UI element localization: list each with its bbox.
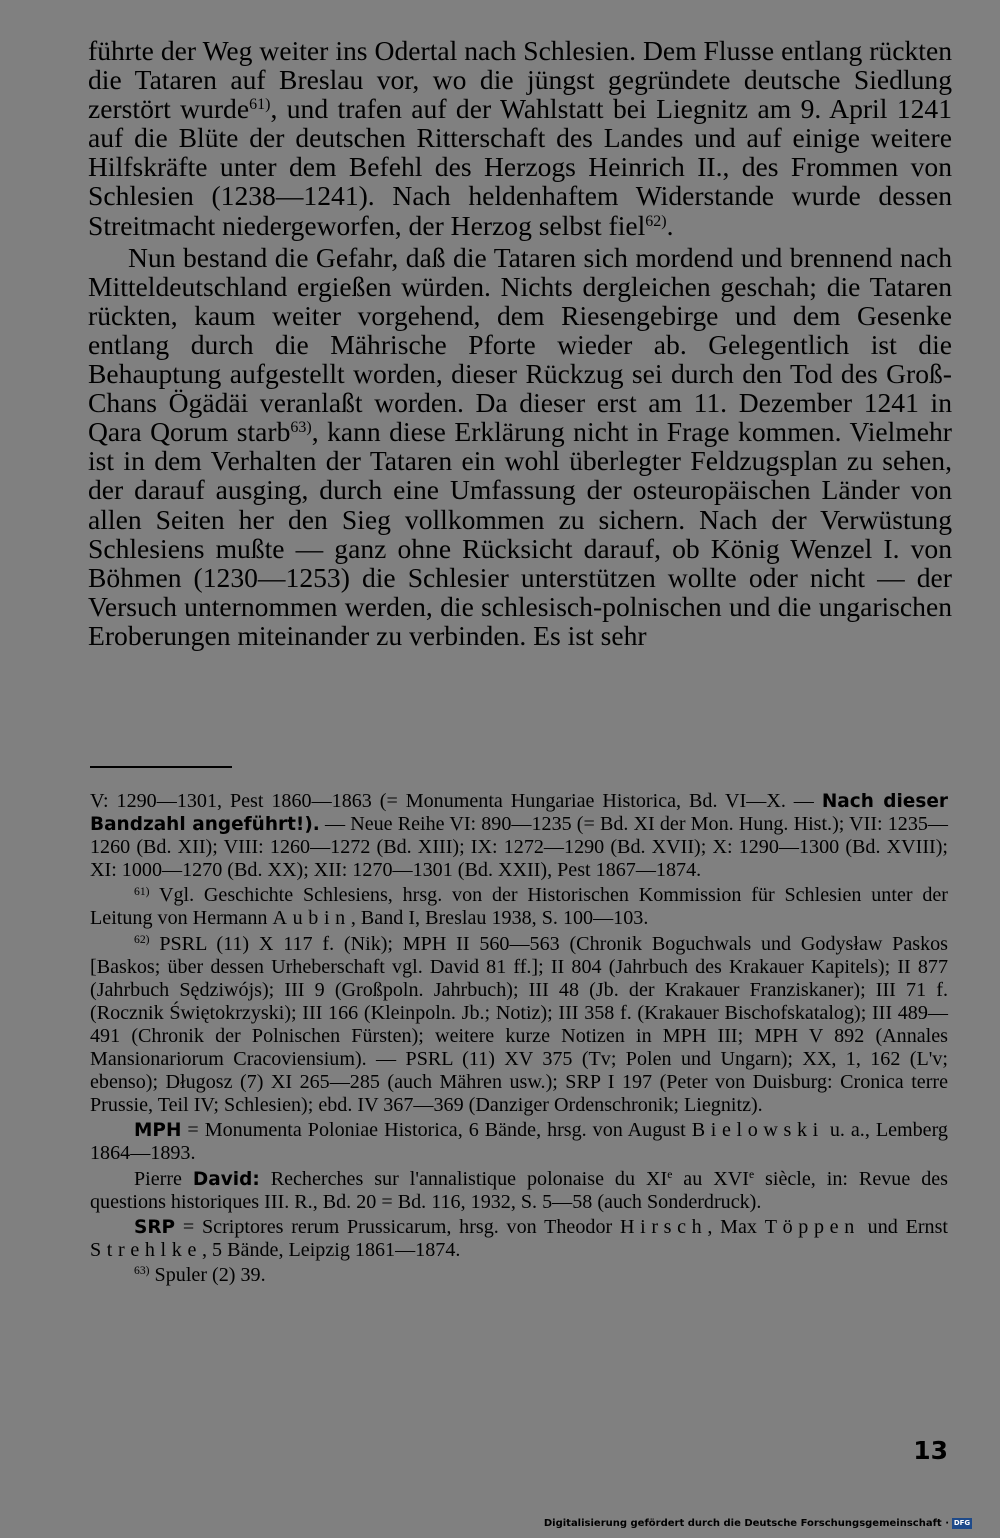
footnote-ref-63: 63) [290,419,312,437]
dfg-logo-icon: DFG [953,1519,971,1527]
paragraph-2: Nun bestand die Gefahr, daß die Tataren sich mordend und brennend nach Mitteldeutschland ergießen würden. Nichts dergleichen geschah; die Tataren rückten, kaum weiter vorgehend, dem Riesengebirge und dem Gesenke entlang durch die Mährische Pforte wieder ab. Gelegentlich ist die Behauptung aufgestellt worden, dieser Rückzug sei durch den Tod des Groß-Chans Ögädäi veranlaßt worden. Da dieser erst am 11. Dezember 1241 in Qara Qorum starb$^{63)}$, kann diese Erklärung nicht in Frage kommen. Vielmehr ist in dem Verhalten der Tataren ein wohl überlegter Feldzugsplan zu sehen, der darauf ausging, durch eine Umfassung der osteuropäischen Länder von allen Seiten her den Sieg vollkommen zu sichern. Nach der Verwüstung Schlesiens mußte — ganz ohne Rücksicht darauf, ob König Wenzel I. von Böhmen (1230—1253) die Schlesier unterstützen wollte oder nicht — der Versuch unternommen werden, die schlesisch-polnischen und die ungarischen Eroberungen miteinander zu verbinden. Es ist sehr [88,241,952,651]
digitization-credit [544,1518,972,1529]
footnote-ref-61: 61) [249,96,271,114]
digitization-credit-text: Digitalisierung gefördert durch die Deutsche Forschungsgemeinschaft · [543,1518,949,1529]
footnote-ref-62: 62) [645,212,667,230]
footnote-61: $^{61)}$ Vgl. Geschichte Schlesiens, hrsg. von der Historischen Kommission für Schlesien unter der Leitung von Hermann Aubin, Band I, Breslau 1938, S. 100—103. [90,884,948,930]
abbreviation-mph: MPH = Monumenta Poloniae Historica, 6 Bände, hrsg. von August Bielowski u. a., Lemberg 1864—1893. [90,1119,948,1165]
footnote-continuation: V: 1290—1301, Pest 1860—1863 (= Monumenta Hungariae Historica, Bd. VI—X. — Nach dieser Bandzahl angeführt!). — Neue Reihe VI: 890—1235 (= Bd. XI der Mon. Hung. Hist.); VII: 1235—1260 (Bd. XII); VIII: 1260—1272 (Bd. XIII); IX: 1272—1290 (Bd. XVII); X: 1290—1300 (Bd. XVIII); XI: 1000—1270 (Bd. XX); XII: 1270—1301 (Bd. XXII), Pest 1867—1874. [90,790,949,882]
footnote-62: $^{62)}$ PSRL (11) X 117 f. (Nik); MPH II 560—563 (Chronik Boguchwals und Godysław Paskos [Baskos; über dessen Urheberschaft vgl. David 81 ff.]; II 804 (Jahrbuch des Krakauer Kapitels); II 877 (Jahrbuch Sędziwójs); III 9 (Großpoln. Jahrbuch); III 48 (Jb. der Krakauer Franziskaner); III 71 f. (Rocznik Świętokrzyski); III 166 (Kleinpoln. Jb.; Notiz); III 358 f. (Krakauer Bischofskatalog); III 489—491 (Chronik der Polnischen Fürsten); weitere kurze Notizen in MPH III; MPH V 892 (Annales Mansionariorum Cracoviensium). — PSRL (11) XV 375 (Tv; Polen und Ungarn); XX, 1, 162 (L'v; ebenso); Długosz (7) XI 265—285 (auch Mähren usw.); SRP I 197 (Peter von Duisburg: Cronica terre Prussie, Teil IV; Schlesien); ebd. IV 367—369 (Danziger Ordenschronik; Liegnitz). [90,932,948,1117]
abbreviation-srp: SRP = Scriptores rerum Prussicarum, hrsg. von Theodor Hirsch, Max Töppen und Ernst Strehlke, 5 Bände, Leipzig 1861—1874. [90,1215,949,1261]
reference-david: Pierre David: Recherches sur l'annalistique polonaise du XIe au XVIe siècle, in: Revue des questions historiques III. R., Bd. 20 = Bd. 116, 1932, S. 5—58 (auch Sonderdruck). [90,1167,948,1213]
page-number: 13 [913,1436,948,1465]
footnotes [90,790,948,1287]
paragraph-1: führte der Weg weiter ins Odertal nach Schlesien. Dem Flusse entlang rückten die Tataren auf Breslau vor, wo die jüngst gegründete deutsche Siedlung zerstört wurde$^{61)}$, und trafen auf der Wahlstatt bei Liegnitz am 9. April 1241 auf die Blüte der deutschen Ritterschaft des Landes und auf einige weitere Hilfskräfte unter dem Befehl des Herzogs Heinrich II., des Frommen von Schlesien (1238—1241). Nach heldenhaftem Widerstande wurde dessen Streitmacht niedergeworfen, der Herzog selbst fiel$^{62)}$. [88,35,952,241]
footnote-divider [90,766,232,768]
footnote-63: $^{63)}$ Spuler (2) 39. [134,1263,266,1286]
main-text [88,36,952,650]
